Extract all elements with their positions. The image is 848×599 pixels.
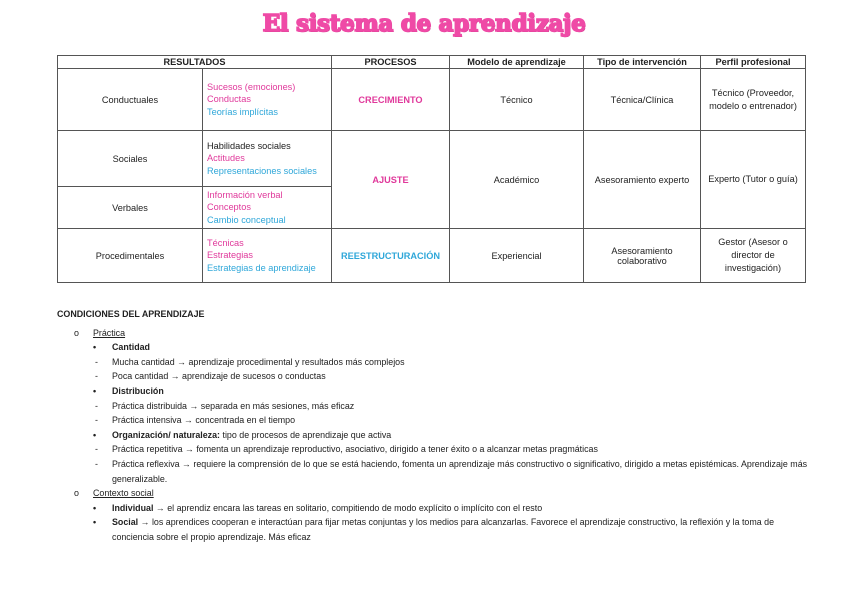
list-item: Conceptos (207, 202, 251, 213)
list-item (57, 428, 817, 443)
item-text: Práctica reflexiva → requiere la comprensión de lo que se está haciendo, fomenta un aprendizaje más constructivo o significativo, dirigido a metas epistémicas. Aprendizaje más generalizable. (112, 458, 808, 484)
list-item (57, 457, 817, 486)
individual-text: → el aprendiz encara las tareas en solitario, compitiendo de modo explícito o implícito con el resto (153, 502, 543, 513)
conditions-section (57, 307, 817, 545)
dash-icon: - (95, 400, 98, 411)
table-row (58, 229, 806, 283)
list-item: Conductas (207, 94, 251, 105)
intervention-type: Asesoramiento experto (584, 131, 701, 229)
result-items (203, 69, 332, 131)
social-label: Social (112, 517, 139, 528)
circle-bullet-icon: o (74, 327, 79, 338)
professional-profile: Gestor (Asesor o director de investigación) (701, 229, 806, 283)
list-item: Información verbal (207, 189, 283, 200)
list-item: Estrategias de aprendizaje (207, 262, 316, 273)
organization-label: Organización/ naturaleza: (112, 429, 221, 440)
result-items (203, 131, 332, 187)
circle-bullet-icon: o (74, 488, 79, 499)
learning-model: Experiencial (450, 229, 584, 283)
result-items (203, 187, 332, 229)
individual-label: Individual (112, 502, 154, 513)
item-text: Práctica repetitiva → fomenta un aprendizaje reproductivo, asociativo, dirigido a tener éxito o a alcanzar metas pragmáticas (112, 444, 598, 455)
list-item: Teorías implícitas (207, 106, 278, 117)
bullet-icon: • (93, 342, 97, 353)
process-name: REESTRUCTURACIÓN (332, 229, 450, 283)
conditions-heading: CONDICIONES DEL APRENDIZAJE (57, 309, 205, 319)
list-item: Técnicas (207, 237, 244, 248)
distribution-label: Distribución (112, 385, 164, 396)
dash-icon: - (95, 356, 98, 367)
list-item (57, 340, 817, 355)
practice-label: Práctica (93, 327, 126, 338)
header-intervencion: Tipo de intervención (584, 56, 701, 69)
result-label: Verbales (58, 187, 203, 229)
list-item: Estrategias (207, 250, 253, 261)
dash-icon: - (95, 415, 98, 426)
item-text: Práctica intensiva → concentrada en el tiempo (112, 415, 296, 426)
item-text: Mucha cantidad → aprendizaje procedimental y resultados más complejos (112, 356, 405, 367)
bullet-icon: • (93, 385, 97, 396)
result-label: Conductuales (58, 69, 203, 131)
list-item: Representaciones sociales (207, 165, 317, 176)
list-item (57, 355, 817, 370)
list-item (57, 442, 817, 457)
list-item (57, 326, 817, 341)
bullet-icon: • (93, 429, 97, 440)
list-item: Cambio conceptual (207, 214, 286, 225)
list-item (57, 501, 817, 516)
list-item: Sucesos (emociones) (207, 81, 296, 92)
table-row (58, 69, 806, 131)
item-text: Práctica distribuida → separada en más sesiones, más eficaz (112, 400, 355, 411)
list-item (57, 515, 817, 544)
quantity-label: Cantidad (112, 342, 150, 353)
dash-icon: - (95, 444, 98, 455)
learning-model: Técnico (450, 69, 584, 131)
header-perfil: Perfil profesional (701, 56, 806, 69)
professional-profile: Experto (Tutor o guía) (701, 131, 806, 229)
list-item: Actitudes (207, 153, 245, 164)
header-resultados: RESULTADOS (58, 56, 332, 69)
list-item (57, 384, 817, 399)
list-item (57, 369, 817, 384)
page-title: El sistema de aprendizaje (262, 10, 586, 37)
organization-text: tipo de procesos de aprendizaje que activa (220, 429, 392, 440)
intervention-type: Asesoramiento colaborativo (584, 229, 701, 283)
social-text: → los aprendices cooperan e interactúan para fijar metas conjuntas y los medios para alcanzarlas. Favorece el aprendizaje constructivo, la reflexión y la toma de conciencia sobre el propio aprendizaje. Más eficaz (112, 517, 775, 542)
social-context-label: Contexto social (93, 488, 154, 499)
process-name: AJUSTE (332, 131, 450, 229)
list-item (57, 486, 817, 501)
result-label: Procedimentales (58, 229, 203, 283)
result-label: Sociales (58, 131, 203, 187)
result-items (203, 229, 332, 283)
bullet-icon: • (93, 517, 97, 528)
header-procesos: PROCESOS (332, 56, 450, 69)
header-modelo: Modelo de aprendizaje (450, 56, 584, 69)
dash-icon: - (95, 458, 98, 469)
table-header-row (58, 56, 806, 69)
list-item (57, 399, 817, 414)
list-item (57, 413, 817, 428)
table-row (58, 131, 806, 187)
dash-icon: - (95, 371, 98, 382)
item-text: Poca cantidad → aprendizaje de sucesos o conductas (112, 371, 326, 382)
learning-system-table (57, 55, 806, 283)
learning-model: Académico (450, 131, 584, 229)
professional-profile: Técnico (Proveedor, modelo o entrenador) (701, 69, 806, 131)
process-name: CRECIMIENTO (332, 69, 450, 131)
intervention-type: Técnica/Clínica (584, 69, 701, 131)
bullet-icon: • (93, 502, 97, 513)
list-item: Habilidades sociales (207, 140, 291, 151)
